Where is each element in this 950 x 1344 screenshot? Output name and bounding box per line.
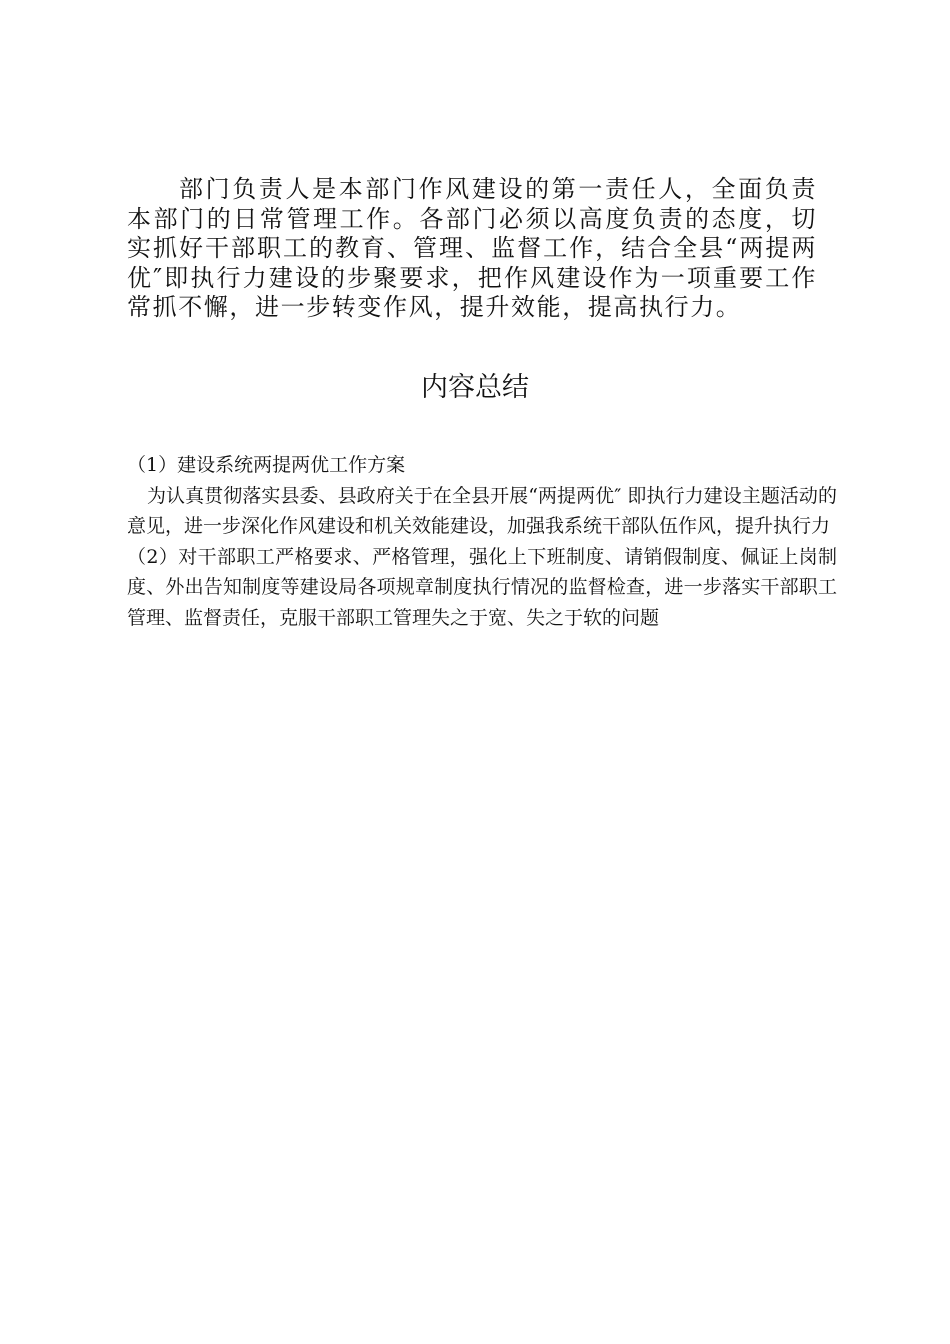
- intro-paragraph: 部门负责人是本部门作风建设的第一责任人，全面负责本部门的日常管理工作。各部门必须以高度负责的态度，切实抓好干部职工的教育、管理、监督工作，结合全县“两提两优″即执行力建设的步聚要求，把作风建设作为一项重要工作常抓不懈，进一步转变作风，提升效能，提高执行力。: [127, 175, 817, 321]
- summary-section: [127, 450, 837, 633]
- summary-item-2: （2）对干部职工严格要求、严格管理，强化上下班制度、请销假制度、佩证上岗制度、外出告知制度等建设局各项规章制度执行情况的监督检查，进一步落实干部职工管理、监督责任，克服干部职工管理失之于宽、失之于软的问题: [127, 545, 837, 629]
- summary-title: 内容总结: [421, 372, 529, 403]
- summary-item-1-body: 为认真贯彻落实县委、县政府关于在全县开展“两提两优″ 即执行力建设主题活动的意见，进一步深化作风建设和机关效能建设，加强我系统干部队伍作风，提升执行力: [127, 484, 837, 537]
- summary-item-1-heading: （1）建设系统两提两优工作方案: [127, 454, 406, 476]
